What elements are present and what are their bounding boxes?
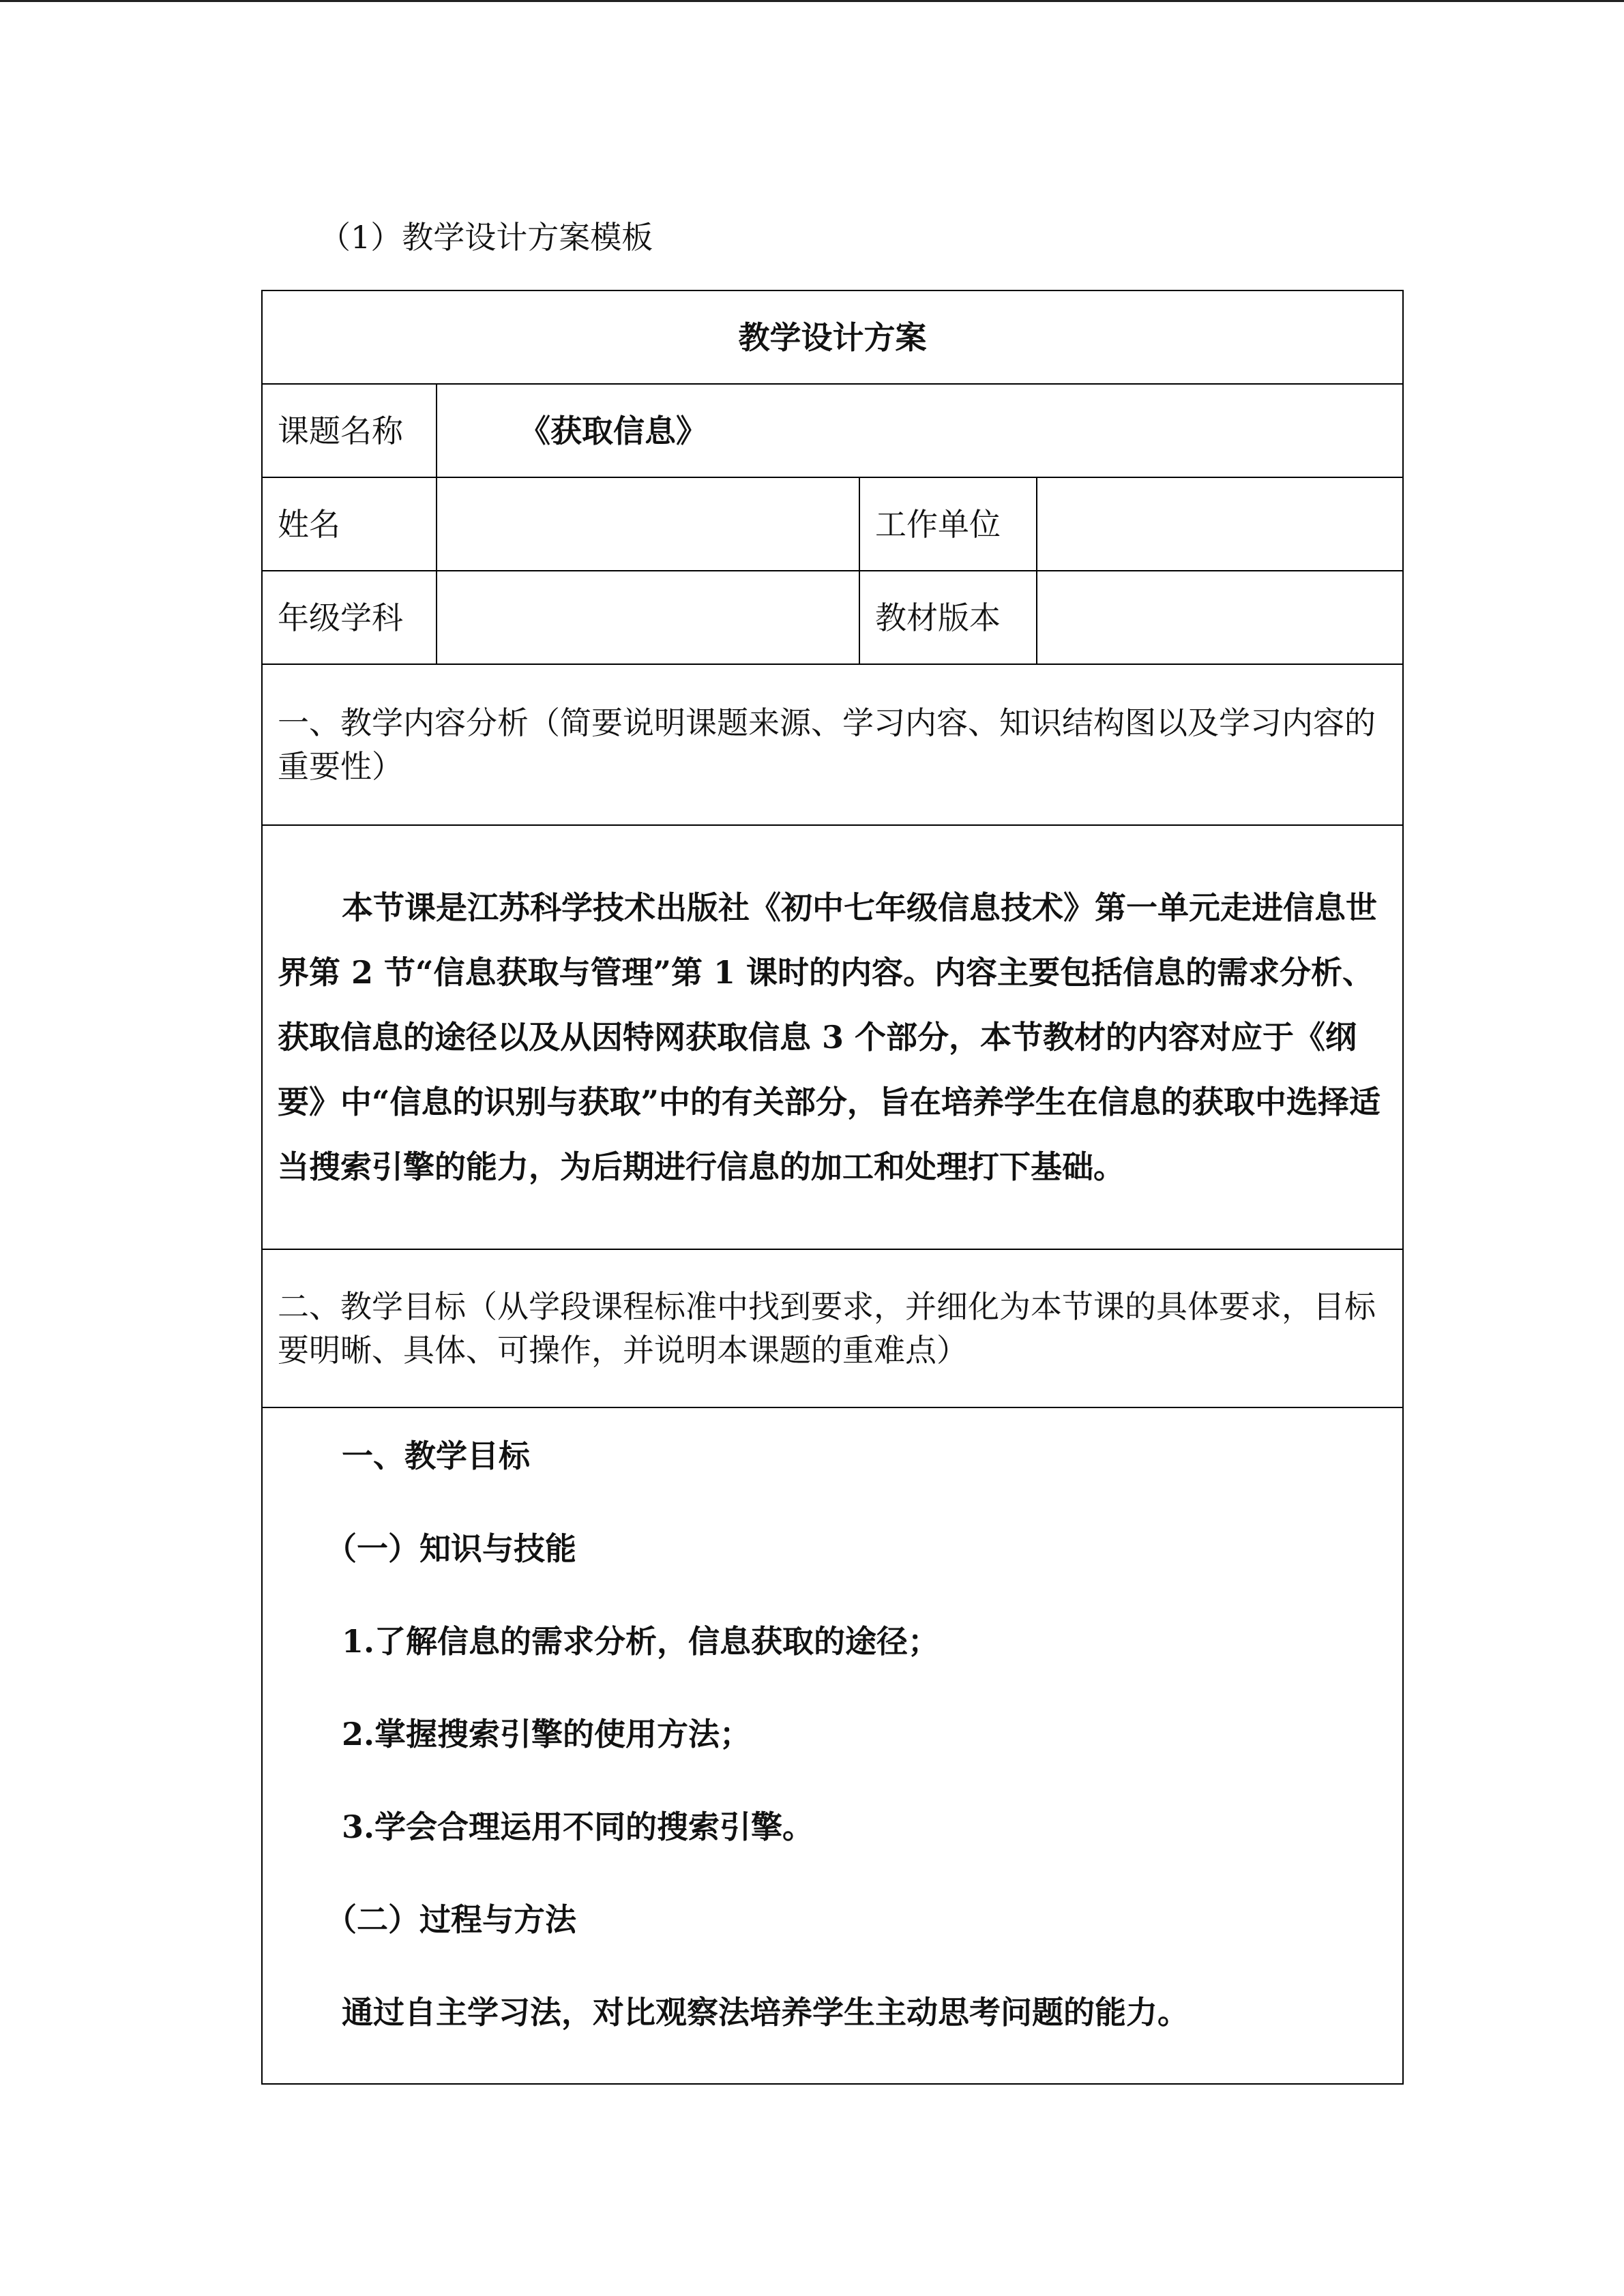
section1-title-row bbox=[262, 664, 1403, 825]
goals-list bbox=[278, 1408, 1387, 2083]
top-border-line bbox=[0, 0, 1624, 2]
teaching-design-table bbox=[261, 290, 1404, 2085]
grade-row bbox=[262, 571, 1403, 664]
section1-body: 本节课是江苏科学技术出版社《初中七年级信息技术》第一单元走进信息世界第 2 节“信息获取与管理”第 1 课时的内容。内容主要包括信息的需求分析、获取信息的途径以及从因特网获取信息 3 个部分，本节教材的内容对应于《纲要》中“信息的识别与获取”中的有关部分，旨在培养学生在信息的获取中选择适当搜索引擎的能力，为后期进行信息的加工和处理打下基础。 bbox=[278, 889, 1381, 1185]
name-value bbox=[437, 477, 859, 571]
goal-item-2: 2.掌握搜索引擎的使用方法； bbox=[342, 1716, 752, 1753]
section1-body-row bbox=[262, 825, 1403, 1249]
goal-item-3: 3.学会合理运用不同的搜索引擎。 bbox=[342, 1808, 814, 1845]
table-title-row bbox=[262, 290, 1403, 384]
table-title: 教学设计方案 bbox=[262, 290, 1403, 384]
goal-item-1: 1.了解信息的需求分析，信息获取的途径； bbox=[342, 1623, 940, 1660]
grade-value bbox=[437, 571, 859, 664]
name-label: 姓名 bbox=[262, 477, 437, 571]
topic-row bbox=[262, 384, 1403, 477]
section1-title: 一、教学内容分析（简要说明课题来源、学习内容、知识结构图以及学习内容的重要性） bbox=[262, 664, 1403, 825]
edition-label: 教材版本 bbox=[859, 571, 1037, 664]
name-row bbox=[262, 477, 1403, 571]
edition-value bbox=[1037, 571, 1403, 664]
goals-heading: 一、教学目标 bbox=[342, 1437, 530, 1474]
grade-label: 年级学科 bbox=[262, 571, 437, 664]
goals-subheading-knowledge: （一）知识与技能 bbox=[325, 1530, 576, 1567]
section2-title: 二、教学目标（从学段课程标准中找到要求，并细化为本节课的具体要求，目标要明晰、具体、可操作，并说明本课题的重难点） bbox=[262, 1249, 1403, 1407]
unit-label: 工作单位 bbox=[859, 477, 1037, 571]
topic-label: 课题名称 bbox=[262, 384, 437, 477]
section1-body-cell bbox=[262, 825, 1403, 1249]
unit-value bbox=[1037, 477, 1403, 571]
template-heading: （1）教学设计方案模板 bbox=[319, 219, 653, 256]
goals-cell bbox=[262, 1407, 1403, 2084]
topic-value: 《获取信息》 bbox=[437, 384, 1403, 477]
section2-title-row bbox=[262, 1249, 1403, 1407]
goal-item-4: 通过自主学习法，对比观察法培养学生主动思考问题的能力。 bbox=[342, 1994, 1189, 2031]
goals-row bbox=[262, 1407, 1403, 2084]
goals-subheading-process: （二）过程与方法 bbox=[325, 1901, 576, 1938]
